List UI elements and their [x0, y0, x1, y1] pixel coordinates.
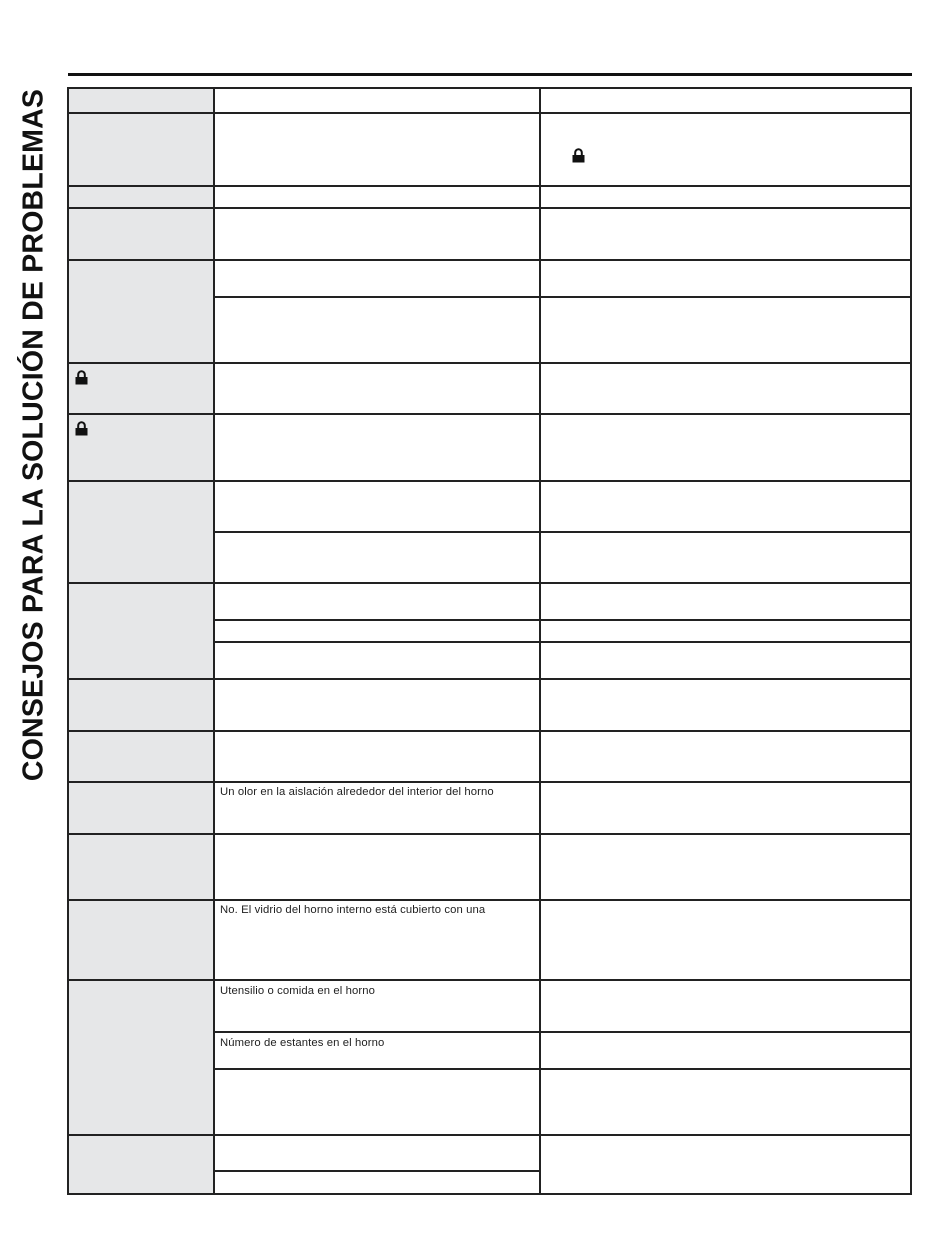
row-divider: [67, 362, 912, 364]
cause-number-of-racks: Número de estantes en el horno: [220, 1037, 385, 1049]
row-divider: [67, 1193, 912, 1195]
page-side-title: CONSEJOS PARA LA SOLUCIÓN DE PROBLEMAS: [17, 88, 50, 782]
subrow-divider: [213, 641, 912, 643]
subrow-divider: [213, 531, 912, 533]
row-divider: [67, 899, 912, 901]
row-divider: [67, 207, 912, 209]
subrow-divider: [213, 1031, 912, 1033]
row-divider: [67, 112, 912, 114]
lock-icon: [75, 421, 88, 435]
lock-icon: [75, 370, 88, 384]
problem-column: [68, 113, 214, 1194]
row-divider: [67, 87, 912, 89]
row-divider: [67, 582, 912, 584]
row-divider: [67, 480, 912, 482]
row-divider: [67, 259, 912, 261]
lock-icon: [572, 148, 585, 162]
row-divider: [67, 833, 912, 835]
cause-utensil-in-oven: Utensilio o comida en el horno: [220, 985, 375, 997]
subrow-divider: [213, 1170, 540, 1172]
row-divider: [67, 185, 912, 187]
cause-glass-coating: No. El vidrio del horno interno está cubierto con una: [220, 904, 486, 916]
row-divider: [67, 979, 912, 981]
table-header-cell: [68, 88, 214, 112]
row-divider: [67, 781, 912, 783]
subrow-divider: [213, 296, 912, 298]
row-divider: [67, 730, 912, 732]
row-divider: [67, 678, 912, 680]
row-divider: [67, 1134, 912, 1136]
subrow-divider: [213, 619, 912, 621]
subrow-divider: [213, 1068, 912, 1070]
table-border-left: [67, 87, 69, 1195]
cause-odor-insulation: Un olor en la aislación alrededor del interior del horno: [220, 786, 494, 798]
row-divider: [67, 413, 912, 415]
